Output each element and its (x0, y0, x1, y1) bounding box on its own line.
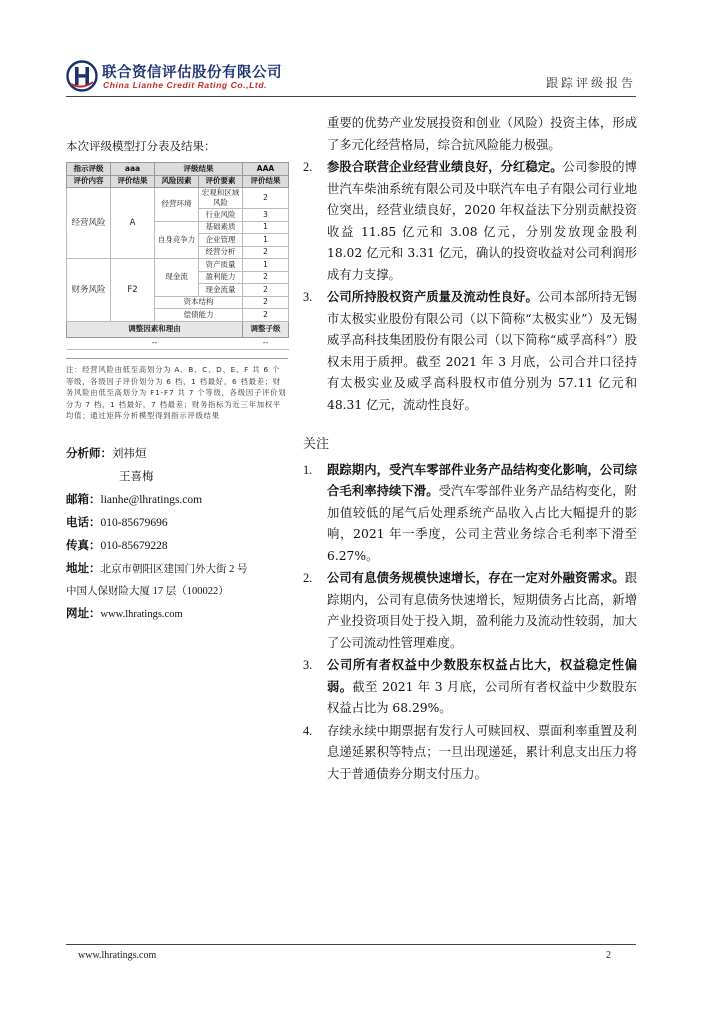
table-cell: -- (67, 337, 243, 350)
strength-continuation: 重要的优势产业发展投资和创业（风险）投资主体，形成了多元化经营格局，综合抗风险能力极强。 (327, 116, 637, 152)
item-text: 受汽车零部件业务产品结构变化，附加值较低的尾气后处理系统产品收入占比大幅提升的影响，2021 年一季度，公司主营业务综合毛利率下滑至 6.27%。 (327, 484, 637, 563)
item-text: 跟踪期内，公司有息债务快速增长，短期债务占比高，新增产业投资项目处于投入期，盈利能力及流动性较弱，加大了公司流动性管理难度。 (327, 571, 637, 650)
item-number: 3. (303, 658, 313, 672)
table-row (67, 321, 289, 337)
analyst-line (66, 465, 288, 488)
table-cell: 偿债能力 (155, 309, 243, 322)
table-cell: 评级结果 (155, 163, 243, 176)
document-type: 跟踪评级报告 (545, 76, 636, 90)
website-link[interactable]: www.lhratings.com (100, 608, 183, 620)
table-cell: 风险因素 (155, 175, 199, 188)
table-cell: 1 (243, 259, 289, 272)
phone-line (66, 511, 288, 534)
company-name-cn: 联合资信评估股份有限公司 (102, 65, 282, 81)
table-cell: 经营分析 (199, 246, 243, 259)
table-cell: 评价结果 (243, 175, 289, 188)
table-cell: 2 (243, 246, 289, 259)
item-number: 2. (303, 160, 313, 174)
analyst-line (66, 442, 288, 465)
table-cell: 资产质量 (199, 259, 243, 272)
table-cell: 企业管理 (199, 234, 243, 247)
item-number: 2. (303, 571, 313, 585)
table-cell: 评价要素 (199, 175, 243, 188)
table-cell: 评价结果 (111, 175, 155, 188)
contact-block (66, 442, 288, 626)
table-cell: 2 (243, 284, 289, 297)
concern-item (303, 721, 637, 786)
table-cell: 评价内容 (67, 175, 111, 188)
email-line (66, 488, 288, 511)
item-heading: 公司有息债务规模快速增长，存在一定对外融资需求。 (327, 571, 625, 585)
item-heading: 跟踪期内，受汽车零部件业务产品结构变化影响，公司综合毛利率持续下滑。 (327, 462, 637, 498)
website-label: 网址： (66, 605, 101, 620)
header-divider (66, 96, 636, 97)
address-value-2: 中国人保财险大厦 17 层（100022） (66, 585, 229, 597)
table-cell: 现金流 (155, 259, 199, 297)
concern-item (303, 460, 637, 568)
address-line (66, 557, 288, 581)
table-cell: F2 (111, 259, 155, 322)
footer-website[interactable]: www.lhratings.com (78, 950, 157, 961)
table-cell: 经营风险 (67, 188, 111, 259)
page-header (66, 58, 636, 96)
model-note: 注：经营风险由低至高划分为 A、B、C、D、E、F 共 6 个等级，各级因子评价划分为 6 档，1 档最好，6 档最差；财务风险由低至高划分为 F1-F7 共 7 个等级，各级因子评价划分为 7 档，1 档最好，7 档最差；财务指标为近三年加权平均值；通过矩阵分析模型得到指示评级结果 (66, 358, 288, 422)
model-table-title: 本次评级模型打分表及结果： (66, 139, 216, 153)
table-cell: 2 (243, 296, 289, 309)
analyst-name: 刘祎烜 (112, 447, 147, 460)
table-cell: 自身竞争力 (155, 221, 199, 259)
phone-label: 电话： (66, 514, 101, 529)
item-number: 4. (303, 723, 313, 738)
concern-item (303, 568, 637, 654)
table-cell: AAA (243, 163, 289, 176)
table-cell: 2 (243, 309, 289, 322)
item-text: 截至 2021 年 3 月底，公司所有者权益中少数股东权益占比为 68.29%。 (327, 679, 637, 715)
page-number: 2 (606, 950, 611, 961)
table-row (67, 163, 289, 176)
footer-divider (66, 944, 636, 945)
item-number: 3. (303, 290, 313, 304)
address-label: 地址： (66, 560, 101, 575)
phone-value: 010-85679696 (100, 516, 168, 529)
table-row (67, 175, 289, 188)
concerns-title: 关注 (303, 437, 330, 452)
table-cell: 行业风险 (199, 209, 243, 222)
table-cell: 宏观和区域风险 (199, 188, 243, 209)
email-value[interactable]: lianhe@lhratings.com (100, 493, 203, 506)
item-heading: 参股合联营企业经营业绩良好，分红稳定。 (327, 160, 563, 174)
item-heading: 公司所有者权益中少数股东权益占比大，权益稳定性偏弱。 (327, 658, 637, 694)
fax-value: 010-85679228 (100, 539, 168, 552)
address-value: 北京市朝阳区建国门外大街 2 号 (100, 563, 248, 575)
table-cell: 盈利能力 (199, 271, 243, 284)
table-cell: 财务风险 (67, 259, 111, 322)
strength-item (303, 287, 637, 416)
table-cell: 2 (243, 271, 289, 284)
table-cell: 1 (243, 221, 289, 234)
table-cell: 基础素质 (199, 221, 243, 234)
table-cell: 3 (243, 209, 289, 222)
table-cell: 资本结构 (155, 296, 243, 309)
table-cell: 调整因素和理由 (67, 321, 243, 337)
table-cell: 经营环境 (155, 188, 199, 222)
concern-item (303, 655, 637, 720)
table-cell: 现金流量 (199, 284, 243, 297)
fax-label: 传真： (66, 537, 101, 552)
table-cell: -- (243, 337, 289, 350)
item-number: 1. (303, 462, 313, 477)
table-row (67, 337, 289, 350)
analyst-label: 分析师： (66, 445, 112, 460)
company-name-en: China Lianhe Credit Rating Co.,Ltd. (103, 80, 268, 90)
strength-item (303, 157, 637, 286)
item-text: 公司本部所持无锡市太极实业股份有限公司（以下简称“太极实业”）及无锡威孚高科技集团股份有限公司（以下简称“威孚高科”）股权未用于质押。截至 2021 年 3 月底，公司合并口径持有太极实业及威孚高科股权市值分别为 57.11 亿元和 48.31 亿元，流动性良好。 (327, 290, 637, 412)
fax-line (66, 534, 288, 557)
website-line (66, 602, 288, 626)
table-row (67, 259, 289, 272)
item-text: 公司参股的博世汽车柴油系统有限公司及中联汽车电子有限公司行业地位突出，经营业绩良好，2020 年权益法下分别贡献投资收益 11.85 亿元和 3.08 亿元，分别发放现金股利 18.02 亿元和 3.31 亿元，确认的投资收益对公司利润形成有力支撑。 (327, 160, 637, 282)
left-column (66, 138, 288, 626)
table-cell: 2 (243, 188, 289, 209)
item-heading: 公司所持股权资产质量及流动性良好。 (327, 290, 538, 304)
analyst-name: 王喜梅 (119, 470, 154, 483)
table-cell: 指示评级 (67, 163, 111, 176)
table-cell: A (111, 188, 155, 259)
right-column (303, 113, 637, 785)
company-logo-icon (66, 60, 98, 92)
address-line-2 (66, 581, 288, 602)
item-text: 存续永续中期票据有发行人可赎回权、票面利率重置及利息递延累积等特点；一旦出现递延，累计利息支出压力将大于普通债券分期支付压力。 (327, 723, 637, 781)
email-label: 邮箱： (66, 491, 101, 506)
rating-model-table (66, 162, 289, 350)
table-cell: 调整子级 (243, 321, 289, 337)
table-cell: 1 (243, 234, 289, 247)
table-cell: aaa (111, 163, 155, 176)
table-row (67, 188, 289, 209)
